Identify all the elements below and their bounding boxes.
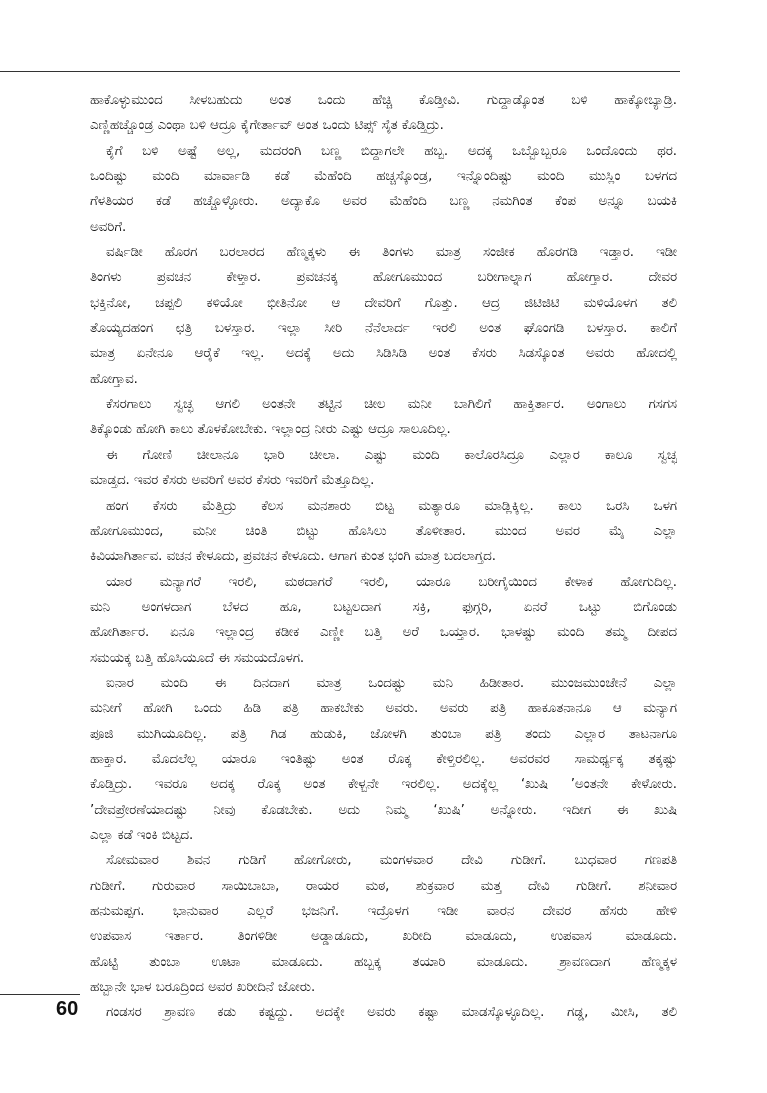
text-line: ಹೋಗ್ತಾವ.: [90, 371, 138, 387]
text-line: ಸಮಯಕ್ಕ ಬತ್ತಿ ಹೊಸಿಯೂದೆ ಈ ಸಮಯದೊಳಗ.: [90, 650, 305, 666]
text-line: ಹಾಕೊಳ್ಳುಮುಂದ ಸೀಳಬಹುದು ಅಂತ ಒಂದು ಹೆಚ್ಚಿ ಕೊಡ್ತೀವಿ. ಗುದ್ದಾಡ್ಕೊಂತ ಬಳಿ ಹಾಕ್ಕೋಬ್ಯಾಡ್ರಿ.: [90, 93, 677, 108]
text-line: ಕಿವಿಯಾಗಿರ್ತಾವ. ವಚನ ಕೇಳೂದು, ಪ್ರವಚನ ಕೇಳೂದು. ಆಗಾಗ ಕುಂತ ಭಂಗಿ ಮಾತ್ರ ಬದಲಾಗ್ತದ.: [90, 549, 496, 565]
text-line: ಹನುಮಪ್ಪಗ. ಭಾನುವಾರ ಎಲ್ಲರೆ ಭಜನಿಗೆ. ಇದ್ರೊಳಗ ಇಡೀ ವಾರನ ದೇವರ ಹೆಸರು ಹೇಳಿ: [90, 904, 677, 919]
text-line: ತಿಂಗಳು ಪ್ರವಚನ ಕೇಳ್ತಾರ. ಪ್ರವಚನಕ್ಕ ಹೋಗೂಮುಂದ ಬರೀಗಾಲ್ನಾಗ ಹೋಗ್ತಾರ. ದೇವರ: [90, 270, 677, 286]
text-line: ಈ ಗೋಣಿ ಚೀಲಾನೂ ಭಾರಿ ಚೀಲಾ. ಎಷ್ಟು ಮಂದಿ ಕಾಲೊರಸಿದ್ರೂ ಎಲ್ಲಾರ ಕಾಲೂ ಸ್ವಚ್ಛ: [106, 447, 677, 463]
text-line: ಗುಡೀಗೆ. ಗುರುವಾರ ಸಾಯಿಬಾಬಾ, ರಾಯರ ಮಠ, ಶುಕ್ರವಾರ ಮತ್ತ ದೇವಿ ಗುಡೀಗೆ. ಶನೀವಾರ: [90, 878, 677, 894]
text-line: ತಿಕ್ಕೊಂಡು ಹೋಗಿ ಕಾಲು ತೊಳಕೋಬೇಕು. ಇಲ್ಲಾಂದ್ರ ನೀರು ಎಷ್ಟು ಆದ್ರೂ ಸಾಲೂದಿಲ್ಲ.: [90, 422, 451, 438]
text-line: ಹಂಗ ಕೆಸರು ಮೆತ್ತಿದ್ರು ಕೆಲಸ ಮನಶಾರು ಬಿಟ್ಟ ಮತ್ಯಾರೂ ಮಾಡ್ಲಿಕ್ಕಿಲ್ಲ. ಕಾಲು ಒರಸಿ ಒಳಗ: [106, 498, 677, 514]
text-line: ಸೋಮವಾರ ಶಿವನ ಗುಡಿಗೆ ಹೋಗೋರು, ಮಂಗಳವಾರ ದೇವಿ ಗುಡೀಗೆ. ಬುಧವಾರ ಗಣಪತಿ: [106, 853, 677, 869]
text-line: ಕೈಗೆ ಬಳಿ ಅಷ್ಟೆ ಅಲ್ಲ, ಮದರಂಗಿ ಬಣ್ಣ ಬಿದ್ದಾಗಲೇ ಹಬ್ಬ. ಅದಕ್ಕ ಒಬ್ಬೊಬ್ಬರೂ ಒಂದೊಂದು ಥರ.: [106, 143, 677, 159]
text-line: ಹೋಗೂಮುಂದ, ಮನೀ ಚಿಂತಿ ಬಿಟ್ಟು ಹೊಸಿಲು ತೊಳೀತಾರ. ಮುಂದ ಅವರ ಮೈ ಎಲ್ಲಾ: [90, 523, 677, 539]
text-line: ಮನಿ ಅಂಗಳದಾಗ ಬೆಳದ ಹೂ, ಬಟ್ಟಲದಾಗ ಸಕ್ರಿ, ಫುಗ್ಗರಿ, ಏನರೆ ಒಟ್ಟು ಬಿಗೊಂಡು: [90, 599, 677, 615]
text-line: ಮನೀಗೆ ಹೋಗಿ ಒಂದು ಹಿಡಿ ಪತ್ರಿ ಹಾಕಬೇಕು ಅವರು. ಅವರು ಪತ್ರಿ ಹಾಕೂತನಾನೂ ಆ ಮನ್ಯಾಗ: [90, 701, 677, 717]
text-line: ಹೋಗಿರ್ತಾರ. ಏನೂ ಇಲ್ಲಾಂದ್ರ ಕಡೀಕ ಎಣ್ಣೀ ಬತ್ತಿ ಅರೆ ಒಯ್ತಾರ. ಭಾಳಷ್ಟು ಮಂದಿ ತಮ್ಮ ದೀಪದ: [90, 625, 677, 641]
text-line: ಪೂಜಿ ಮುಗಿಯೂದಿಲ್ಲ. ಪತ್ರಿ ಗಿಡ ಹುಡುಕಿ, ಜೋಳಗಿ ತುಂಬಾ ಪತ್ರಿ ತಂದು ಎಲ್ಲಾರ ತಾಟನಾಗೂ: [90, 726, 677, 742]
text-line: ಕೊಡ್ತಿದ್ರು. ಇವರೂ ಅದಕ್ಕ ರೊಕ್ಕ ಅಂತ ಕೇಳ್ಬನೇ ಇರಲಿಲ್ಲ. ಅದಕ್ಕೆಲ್ಲ ‘ಖುಷಿ ’ಅಂತನೇ ಕೇಳೋರು.: [90, 777, 677, 793]
text-line: ಭಕ್ತಿನೋ, ಚಪ್ಪಲಿ ಕಳಿಯೋ ಭೀತಿನೋ ಆ ದೇವರಿಗೆ ಗೊತ್ತು. ಆದ್ರ ಜಿಟಿಜಿಟಿ ಮಳಿಯೊಳಗ ತಲಿ: [90, 295, 677, 311]
header-rule: [0, 71, 680, 72]
text-line: ಎಣ್ಣಿಹಚ್ಚೊಂಡ್ರ ಎಂಥಾ ಬಳಿ ಆದ್ರೂ ಕೈಗೇರ್ತಾವ್ ಅಂತ ಒಂದು ಟಿಪ್ಸ್ ಸೈತ ಕೊಡ್ತಿದ್ರು.: [90, 118, 444, 134]
text-line: ಮಾಡ್ತದ. ಇವರ ಕೆಸರು ಅವರಿಗೆ ಅವರ ಕೆಸರು ಇವರಿಗೆ ಮೆತ್ತೂದಿಲ್ಲ.: [90, 473, 375, 489]
text-line: ಮಾತ್ರ ಏನೇನೂ ಆರೈಕೆ ಇಲ್ಲ. ಅದಕ್ಕೆ ಅದು ಸಿಡಿಸಿಡಿ ಅಂತ ಕೆಸರು ಸಿಡಸ್ಕೊಂತ ಅವರು ಹೋದಲ್ಲಿ: [90, 346, 677, 362]
text-line: ಎಲ್ಲಾ ಕಡೆ ಇಂಕಿ ಬಿಟ್ಟದ.: [90, 827, 194, 843]
footer-rule: [0, 994, 80, 995]
text-line: ಅವರಿಗೆ.: [90, 219, 127, 235]
text-line: ಐನಾರ ಮಂದಿ ಈ ದಿನದಾಗ ಮಾತ್ರ ಒಂದಷ್ಟು ಮನಿ ಹಿಡೀತಾರ. ಮುಂಜಮುಂಜೇನೆ ಎಲ್ಲಾ: [106, 675, 677, 691]
text-line: ಯಾರ ಮನ್ಯಾಗರೆ ಇರಲಿ, ಮಠದಾಗರೆ ಇರಲಿ, ಯಾರೂ ಬರೀಗೈಯಿಂದ ಕೇಳಾಕ ಹೋಗುದಿಲ್ಲ.: [106, 574, 677, 590]
text-line: ಹೊಟ್ಟಿ ತುಂಬಾ ಊಟಾ ಮಾಡೂದು. ಹಬ್ಬಕ್ಕ ತಯಾರಿ ಮಾಡೂದು. ಶ್ರಾವಣದಾಗ ಹೆಣ್ಮಕ್ಕಳ: [90, 954, 677, 970]
text-line: ಒಂದಿಷ್ಟು ಮಂದಿ ಮಾರ್ವಾಡಿ ಕಡೆ ಮೆಹೆಂದಿ ಹಚ್ಚಸ್ಕೊಂಡ್ರ, ಇನ್ನೊಂದಿಷ್ಟು ಮಂದಿ ಮುಸ್ಲಿಂ ಬಳಗದ: [90, 169, 677, 185]
text-line: ’ದೇವಪ್ರೇರಣೆಯಾದಷ್ಟು ನೀವು ಕೊಡಬೇಕು. ಅದು ನಿಮ್ಮ ‘ಖುಷಿ’ ಅನ್ನೋರು. ಇದೀಗ ಈ ಖುಷಿ: [90, 802, 677, 818]
page-number: 60: [56, 998, 79, 1020]
text-line: ವರ್ಷಿಡೀ ಹೊರಗ ಬರಲಾರದ ಹೆಣ್ಮಕ್ಕಳು ಈ ತಿಂಗಳು ಮಾತ್ರ ಸಂಜೀಕ ಹೊರಗಡಿ ಇಡ್ತಾರ. ಇಡೀ: [106, 245, 677, 261]
text-line: ಗೆಳತಿಯರ ಕಡೆ ಹಚ್ಚೊಳ್ಳೋರು. ಅದ್ಯಾಕೊ ಅವರ ಮೆಹೆಂದಿ ಬಣ್ಣ ನಮಗಿಂತ ಕೆಂಪ ಅನ್ನೂ ಬಯಕಿ: [90, 194, 677, 210]
text-line: ಉಪವಾಸ ಇರ್ತಾರ. ತಿಂಗಳಿಡೀ ಅಡ್ಡಾಡೂದು, ಖರೀದಿ ಮಾಡೂದು, ಉಪವಾಸ ಮಾಡೂದು.: [90, 929, 677, 945]
text-line: ತೊಯ್ಯದಹಂಗ ಛತ್ರಿ ಬಳಸ್ತಾರ. ಇಲ್ಲಾ ಸೀರಿ ನೆನೆಲಾರ್ದ ಇರಲಿ ಅಂತ ಘೊಂಗಡಿ ಬಳಸ್ತಾರ. ಕಾಲಿಗೆ: [90, 321, 677, 337]
text-line: ಹಬ್ಬಾನೇ ಭಾಳ ಬರೂದ್ರಿಂದ ಅವರ ಖರೀದಿನೆ ಜೋರು.: [90, 980, 316, 996]
text-line: ಗಂಡಸರ ಶ್ರಾವಣ ಕಡು ಕಷ್ಟದ್ದು. ಅದಕ್ಕೇ ಅವರು ಕಷ್ಟಾ ಮಾಡಸ್ಕೊಳ್ಳೂದಿಲ್ಲ. ಗಡ್ಡ, ಮೀಸಿ, ತಲಿ: [106, 1005, 677, 1021]
text-line: ಹಾಕ್ತಾರ. ಮೊದಲೆಲ್ಲ ಯಾರೂ ಇಂತಿಷ್ಟು ಅಂತ ರೊಕ್ಕ ಕೇಳ್ತಿರಲಿಲ್ಲ. ಅವರವರ ಸಾಮರ್ಥ್ಯಕ್ಕ ತಕ್ಕಷ್ಟು: [90, 751, 677, 767]
text-line: ಕೆಸರಗಾಲು ಸ್ವಚ್ಛ ಆಗಲಿ ಅಂತನೇ ತಟ್ಟಿನ ಚೀಲ ಮನೀ ಬಾಗಿಲಿಗೆ ಹಾಕ್ತಿರ್ತಾರ. ಅಂಗಾಲು ಗಸಗಸ: [106, 397, 677, 413]
page-body-text: [90, 88, 677, 1026]
